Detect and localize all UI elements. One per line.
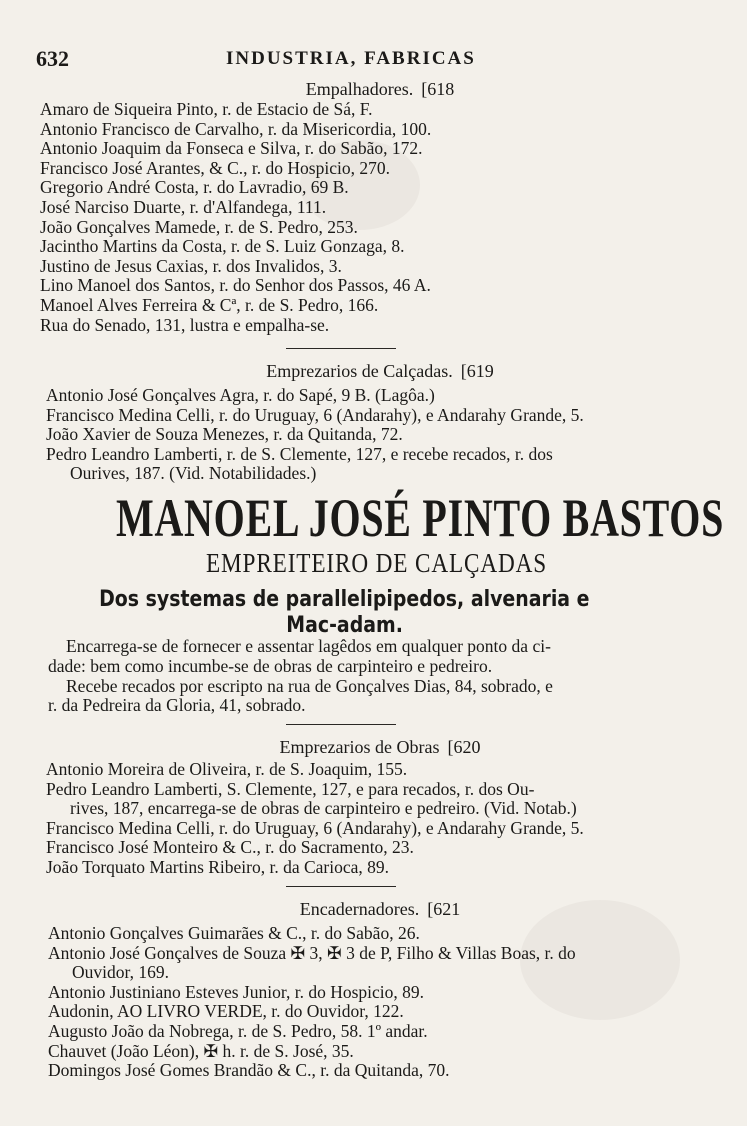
- list-item: rives, 187, encarrega-se de obras de carpinteiro e pedreiro. (Vid. Notab.): [70, 798, 577, 819]
- list-item: Antonio Gonçalves Guimarães & C., r. do Sabão, 26.: [48, 923, 420, 943]
- entry-list: [46, 386, 747, 484]
- ad-name: MANOEL JOSÉ PINTO BASTOS: [116, 488, 725, 548]
- list-item: Augusto João da Nobrega, r. de S. Pedro, 58. 1º andar.: [48, 1020, 428, 1041]
- list-item: Antonio Moreira de Oliveira, r. de S. Joaquim, 155.: [46, 759, 408, 779]
- list-item: Pedro Leandro Lamberti, r. de S. Clemente, 127, e recebe recados, r. dos: [46, 443, 553, 464]
- section-empalhadores: [0, 78, 747, 335]
- section-number: [619: [460, 361, 494, 381]
- section-heading: [60, 736, 700, 758]
- running-head: [36, 46, 716, 72]
- list-item: Gregorio André Costa, r. do Lavradio, 69 B.: [40, 177, 349, 198]
- list-item: Francisco José Arantes, & C., r. do Hospicio, 270.: [40, 157, 390, 178]
- list-item: Manoel Alves Ferreira & Cª, r. de S. Pedro, 166.: [40, 294, 379, 315]
- list-item: Amaro de Siqueira Pinto, r. de Estacio de Sá, F.: [40, 99, 373, 119]
- entry-list: [48, 924, 747, 1081]
- section-heading: [60, 360, 700, 382]
- entry-list: [40, 100, 747, 335]
- section-heading: [60, 78, 700, 100]
- section-encadernadores: [0, 898, 747, 1081]
- section-heading: [60, 898, 700, 920]
- list-item: João Torquato Martins Ribeiro, r. da Carioca, 89.: [46, 856, 390, 877]
- list-item: Francisco Medina Celli, r. do Uruguay, 6 (Andarahy), e Andarahy Grande, 5.: [46, 404, 584, 425]
- list-item: Ouvidor, 169.: [72, 962, 170, 983]
- ad-body-line: r. da Pedreira da Gloria, 41, sobrado.: [48, 695, 306, 716]
- list-item: Francisco Medina Celli, r. do Uruguay, 6 (Andarahy), e Andarahy Grande, 5.: [46, 817, 584, 838]
- list-item: Rua do Senado, 131, lustra e empalha-se.: [40, 314, 330, 335]
- list-item: Pedro Leandro Lamberti, S. Clemente, 127, e para recados, r. dos Ou-: [46, 778, 535, 799]
- ad-body-line: dade: bem como incumbe-se de obras de carpinteiro e pedreiro.: [48, 655, 493, 676]
- list-item: João Gonçalves Mamede, r. de S. Pedro, 253.: [40, 216, 358, 237]
- list-item: Antonio Justiniano Esteves Junior, r. do Hospicio, 89.: [48, 981, 425, 1002]
- section-number: [618: [421, 79, 455, 99]
- section-number: [620: [447, 737, 481, 757]
- section-divider: [286, 348, 396, 349]
- section-number: [621: [427, 899, 461, 919]
- list-item: João Xavier de Souza Menezes, r. da Quitanda, 72.: [46, 424, 403, 445]
- list-item: Jacintho Martins da Costa, r. de S. Luiz Gonzaga, 8.: [40, 236, 405, 257]
- list-item: Audonin, AO LIVRO VERDE, r. do Ouvidor, 122.: [48, 1001, 404, 1022]
- list-item: Antonio José Gonçalves de Souza ✠ 3, ✠ 3 de P, Filho & Villas Boas, r. do: [48, 942, 576, 963]
- list-item: Francisco José Monteiro & C., r. do Sacramento, 23.: [46, 837, 414, 858]
- list-item: Antonio Joaquim da Fonseca e Silva, r. do Sabão, 172.: [40, 138, 423, 159]
- section-title: Emprezarios de Obras: [279, 737, 440, 757]
- ad-body-line: Encarrega-se de fornecer e assentar lagêdos em qualquer ponto da ci-: [66, 636, 551, 656]
- list-item: Antonio José Gonçalves Agra, r. do Sapé, 9 B. (Lagôa.): [46, 385, 435, 405]
- list-item: Ourives, 187. (Vid. Notabilidades.): [70, 463, 317, 484]
- section-divider: [286, 724, 396, 725]
- list-item: Justino de Jesus Caxias, r. dos Invalidos, 3.: [40, 255, 342, 276]
- ad-body: [48, 637, 708, 716]
- list-item: Domingos José Gomes Brandão & C., r. da Quitanda, 70.: [48, 1060, 450, 1081]
- ad-body-line: Recebe recados por escripto na rua de Gonçalves Dias, 84, sobrado, e: [66, 675, 553, 696]
- ad-systems-continued: Mac-adam.: [286, 613, 403, 638]
- section-title: Emprezarios de Calçadas.: [266, 361, 453, 381]
- list-item: José Narciso Duarte, r. d'Alfandega, 111.: [40, 196, 327, 217]
- list-item: Chauvet (João Léon), ✠ h. r. de S. José, 35.: [48, 1040, 354, 1061]
- section-title: Encadernadores.: [299, 899, 420, 919]
- section-divider: [286, 886, 396, 887]
- ad-systems: Dos systemas de parallelipipedos, alvenaria e: [99, 587, 590, 612]
- section-emprezarios-calcadas: [0, 360, 747, 484]
- entry-list: [46, 760, 747, 878]
- list-item: Lino Manoel dos Santos, r. do Senhor dos Passos, 46 A.: [40, 275, 431, 296]
- ad-role: EMPREITEIRO DE CALÇADAS: [206, 548, 548, 578]
- list-item: Antonio Francisco de Carvalho, r. da Misericordia, 100.: [40, 118, 432, 139]
- running-title: INDUSTRIA, FABRICAS: [226, 48, 476, 69]
- section-title: Empalhadores.: [305, 79, 414, 99]
- page-number: 632: [36, 46, 69, 71]
- section-emprezarios-obras: [0, 736, 747, 878]
